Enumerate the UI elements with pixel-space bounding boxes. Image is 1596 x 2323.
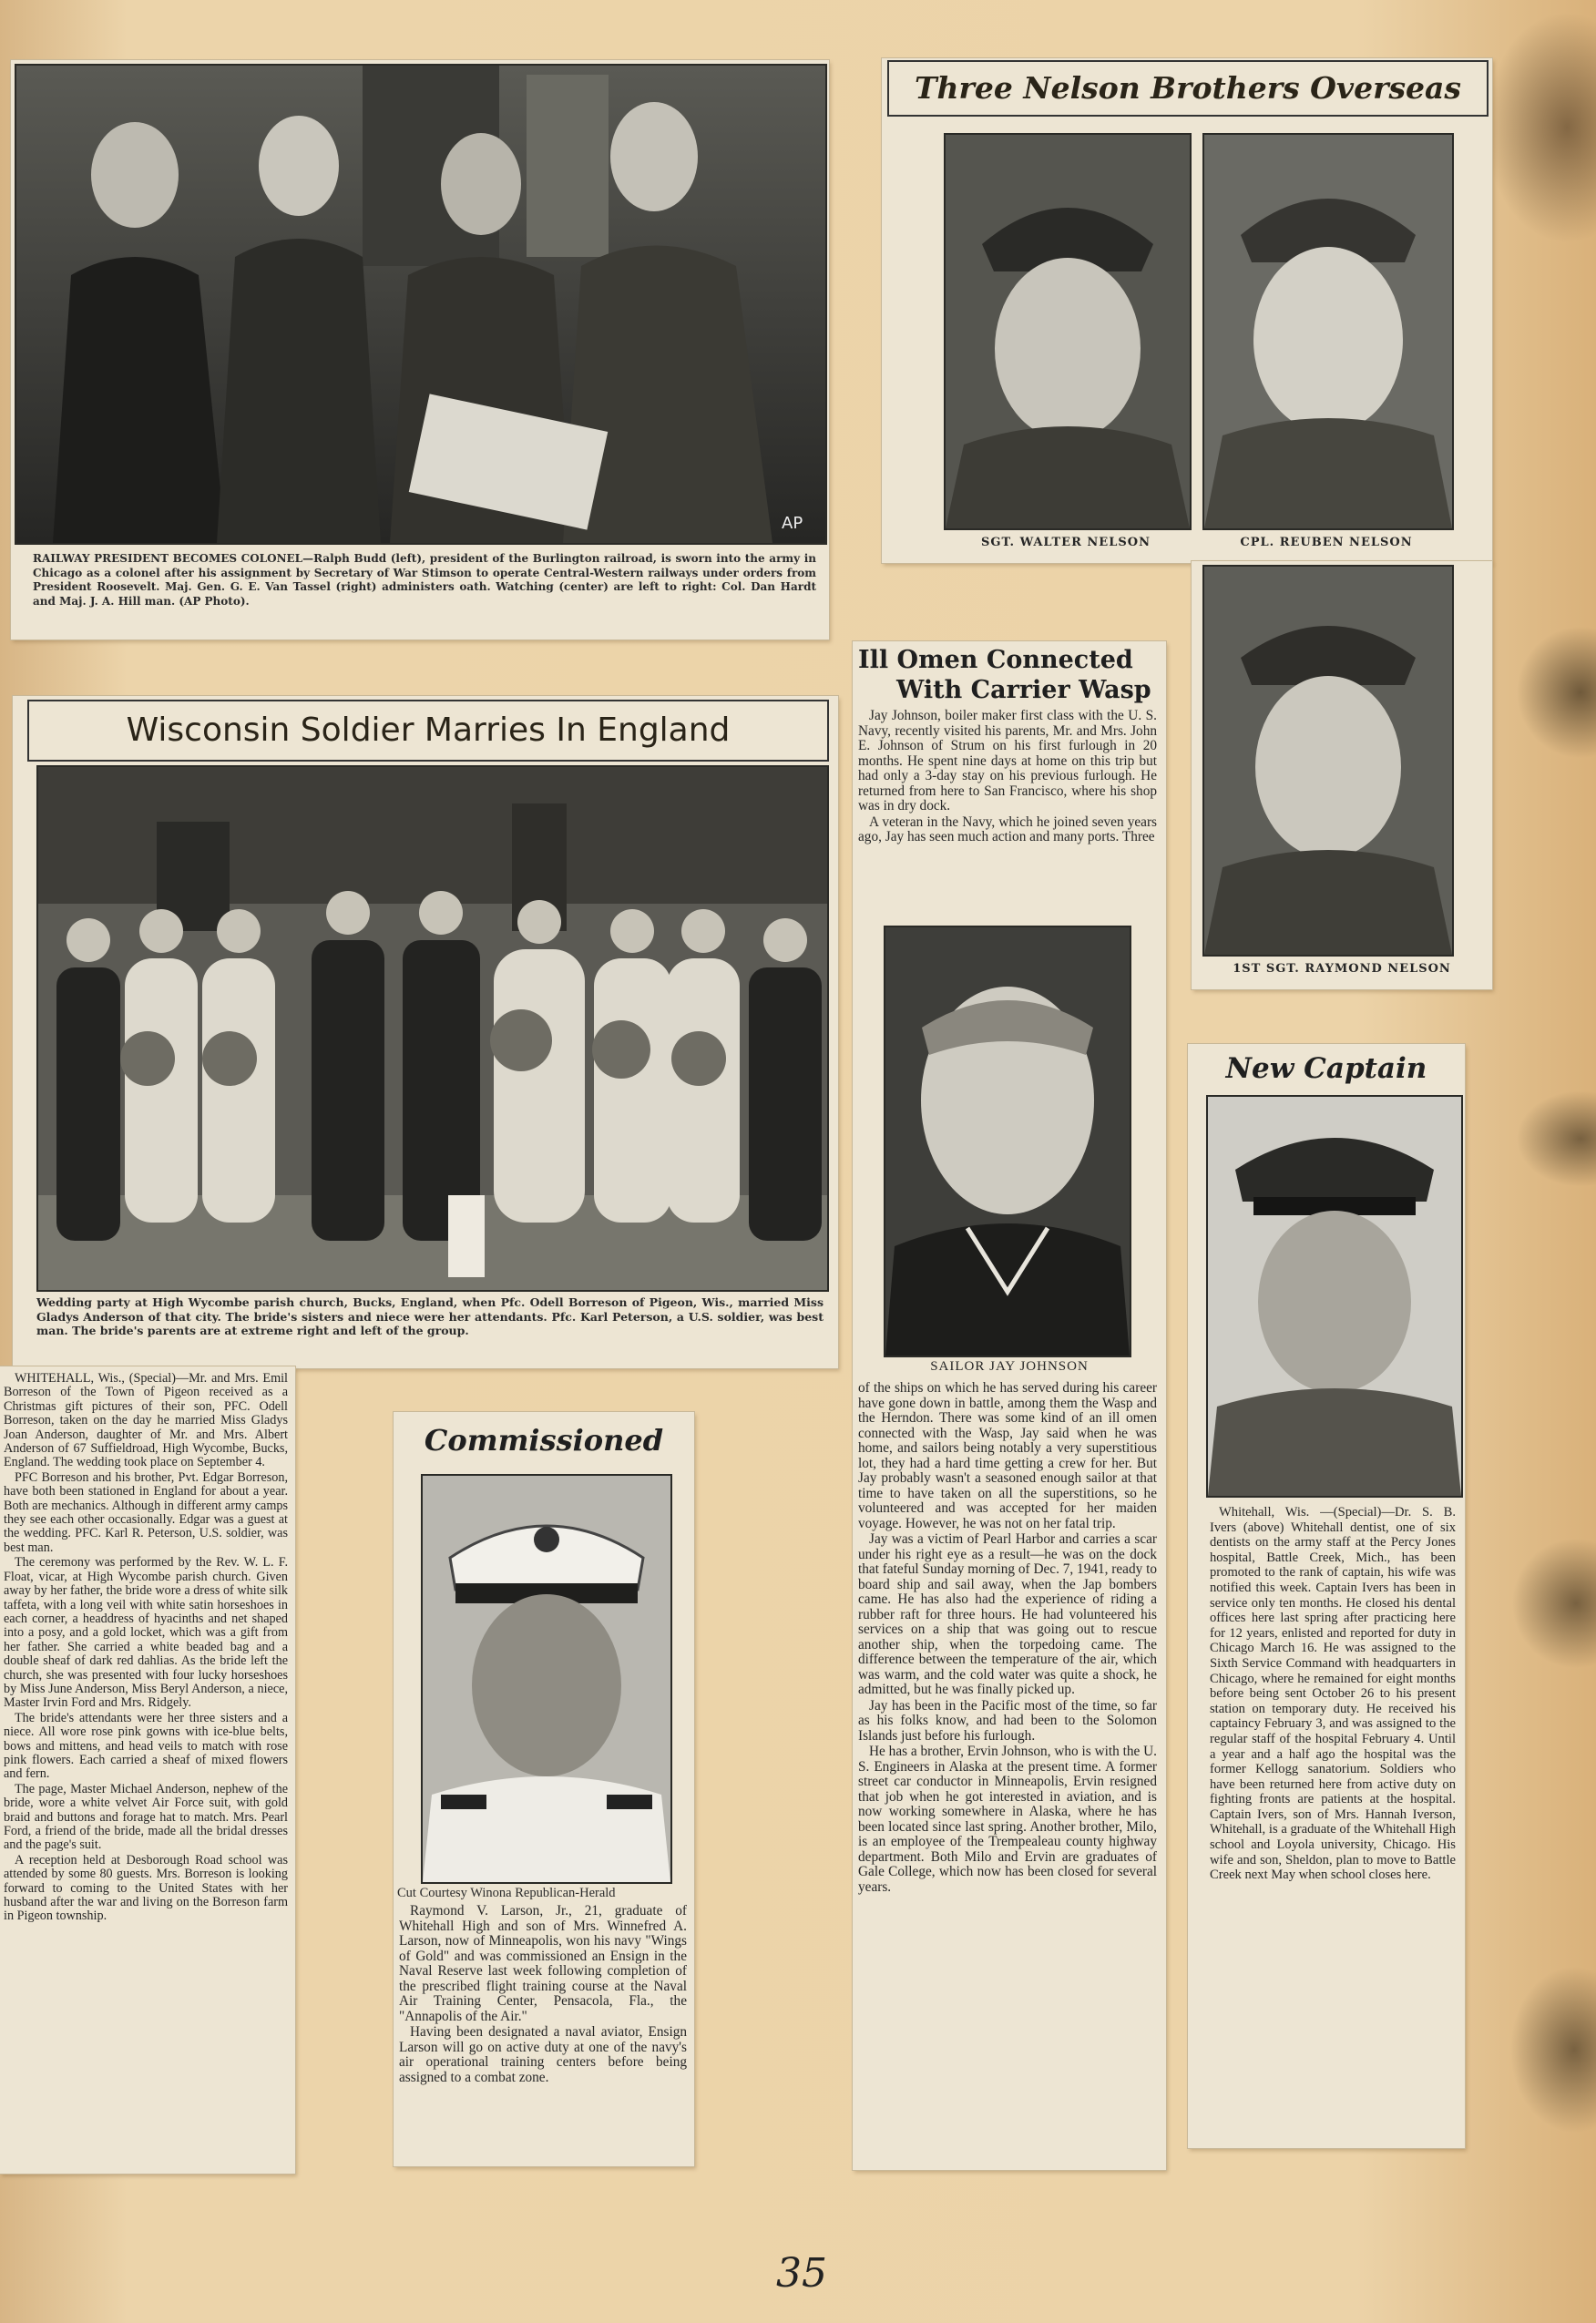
wedding-body-p1: WHITEHALL, Wis., (Special)—Mr. and Mrs. Emil Borreson of the Town of Pigeon received as a Christmas gift pictures of their son, PFC. Odell Borreson, taken on the day he married Miss Gladys Joan Anderson, daughter of Mr. and Mrs. Albert Anderson of 67 Suffieldroad, High Wycombe, Bucks, England. The wedding took place on September 4. — [4, 1371, 288, 1470]
wasp-body-p2: Jay was a victim of Pearl Harbor and carries a scar under his right eye as a result—he was on the dock that fateful Sunday morning of Dec. 7, 1941, ready to board ship and sail away, when the Jap bombers came. He has also had the experience of riding a rubber raft for three hours. He had volunteered his services on a ship that was going out to rescue another ship, when the torpedoing came. The difference between the temperature of the air, which was warm, and the cold water was quite a shock, he admitted, but he was finally picked up. — [858, 1531, 1157, 1697]
raymond-nelson-photo — [1202, 565, 1454, 957]
wasp-body — [858, 1381, 1157, 1896]
wedding-body-p5: The page, Master Michael Anderson, nephew of the bride, wore a white velvet Air Force suit, with gold braid and buttons and forage hat to match. Mrs. Pearl Ford, a friend of the bride, made all the bridal dresses and the page's suit. — [4, 1781, 288, 1853]
wasp-body-p3: Jay has been in the Pacific most of the time, so far as his folks know, and had been to the Solomon Islands just before his furlough. — [858, 1697, 1157, 1744]
wedding-photo — [36, 765, 829, 1292]
page-number: 35 — [776, 2250, 827, 2297]
railway-caption: RAILWAY PRESIDENT BECOMES COLONEL—Ralph Budd (left), president of the Burlington railroad, is sworn into the army in Chicago as a colonel after his assignment by Secretary of War Stimson to operate Central-Western railways under orders from President Roosevelt. Maj. Gen. G. E. Van Tassel (right) administers oath. Watching (center) are left to right: Col. Dan Hardt and Maj. J. A. Hill man. (AP Photo). — [33, 552, 816, 608]
captain-body-p1: Whitehall, Wis. —(Special)—Dr. S. B. Ivers (above) Whitehall dentist, one of six dentists on the army staff at the Percy Jones hospital, Battle Creek, Mich., has been promoted to the rank of captain, his wife was notified this week. Captain Ivers has been in service only ten months. He closed his dental offices here last spring after practicing here for 12 years, enlisted and reported for duty in Chicago March 16. He was assigned to the Sixth Service Command with headquarters in Chicago, where he remained for eight months before being sent October 26 to his present station on temporary duty. He received his captaincy February 3, and was assigned to the regular staff of the hospital February 4. Until a year and a half ago the hospital was the former Kellogg sanatorium. Soldiers who have been returned here from active duty on fighting fronts are patients at the hospital. Captain Ivers, son of Mrs. Hannah Iverson, Whitehall, is a graduate of the Whitehall High school and Loyola university, Chicago. His wife and son, Sheldon, plan to move to Battle Creek next May when school closes here. — [1210, 1505, 1456, 1883]
larson-photo — [421, 1474, 672, 1884]
wedding-body-p4: The bride's attendants were her three sisters and a niece. All wore rose pink gowns with ice-blue belts, bows and mittens, and head veils to match with rose pink flowers. Each carried a sheaf of mixed flowers and fern. — [4, 1710, 288, 1782]
walter-nelson-label: SGT. WALTER NELSON — [981, 536, 1151, 549]
reuben-nelson-photo — [1202, 133, 1454, 530]
jay-johnson-label: SAILOR JAY JOHNSON — [930, 1359, 1089, 1374]
wasp-headline — [858, 645, 1161, 705]
walter-nelson-photo — [944, 133, 1192, 530]
commissioned-headline: Commissioned — [424, 1423, 664, 1458]
reuben-nelson-label: CPL. REUBEN NELSON — [1240, 536, 1413, 549]
commissioned-body-p1: Raymond V. Larson, Jr., 21, graduate of Whitehall High and son of Mrs. Winnefred A. Larson, now of Minneapolis, won his navy "Wings of Gold" and was commissioned an Ensign in the Naval Reserve last week following completion of the prescribed flight training course at the Naval Air Training Center, Pensacola, Fla., the "Annapolis of the Air." — [399, 1903, 687, 2024]
wasp-body-p4: He has a brother, Ervin Johnson, who is with the U. S. Engineers in Alaska at the present time. A former street car conductor in Minneapolis, Ervin resigned that job when he got interested in aviation, and is now working somewhere in Alaska, where he has been located since last spring. Another brother, Milo, is an employee of the Trempealeau county highway department. Both Milo and Ervin are graduates of Gale College, which now has been closed for several years. — [858, 1744, 1157, 1895]
wasp-intro — [858, 709, 1157, 846]
commissioned-credit: Cut Courtesy Winona Republican-Herald — [397, 1886, 616, 1900]
wasp-headline-line2: With Carrier Wasp — [896, 676, 1151, 704]
commissioned-body-p2: Having been designated a naval aviator, Ensign Larson will go on active duty at one of the navy's air operational training centers before being assigned to a combat zone. — [399, 2024, 687, 2085]
wasp-headline-line1: Ill Omen Connected — [858, 646, 1133, 674]
captain-body — [1210, 1505, 1456, 1884]
wedding-body-p6: A reception held at Desborough Road school was attended by some 80 guests. Mrs. Borreson is looking forward to coming to the United States with her husband after the war and living on the Borreson farm in Pigeon township. — [4, 1852, 288, 1924]
ap-watermark: AP — [782, 514, 803, 533]
wasp-body-p1: of the ships on which he has served during his career have gone down in battle, among them the Wasp and the Herndon. There was some kind of an ill omen connected with the Wasp, Jay said when he was home, and sailors being notably a very superstitious lot, they had a hard time getting a crew for her. But Jay probably wasn't a seasoned enough sailor at that time to have taken on all the superstitions, so he volunteered and was accepted for her maiden voyage. However, he was not on her fatal trip. — [858, 1380, 1157, 1531]
wedding-body — [4, 1372, 288, 1925]
raymond-nelson-label: 1ST SGT. RAYMOND NELSON — [1233, 962, 1451, 976]
ivers-photo — [1206, 1095, 1463, 1498]
wedding-caption: Wedding party at High Wycombe parish church, Bucks, England, when Pfc. Odell Borreson of Pigeon, Wis., married Miss Gladys Anderson of that city. The bride's sisters and niece were her attendants. Pfc. Karl Peterson, a U.S. soldier, was best man. The bride's parents are at extreme right and left of the group. — [36, 1295, 824, 1337]
jay-johnson-photo — [884, 926, 1131, 1357]
wasp-intro-p2: A veteran in the Navy, which he joined seven years ago, Jay has seen much action and many ports. Three — [858, 814, 1157, 844]
wedding-body-p2: PFC Borreson and his brother, Pvt. Edgar Borreson, have both been stationed in England for about a year. Both are mechanics. Although in different army camps they see each other occasionally. Edgar was a guest at the wedding. PFC. Karl R. Peterson, U.S. soldier, was best man. — [4, 1469, 288, 1555]
nelson-headline: Three Nelson Brothers Overseas — [915, 70, 1461, 106]
wasp-intro-p1: Jay Johnson, boiler maker first class with the U. S. Navy, recently visited his parents, Mr. and Mrs. John E. Johnson of Strum on his first furlough in 20 months. He spent nine days at home on this trip but had only a 3-day stay on his previous furlough. He returned from here to San Francisco, where his shop was in dry dock. — [858, 708, 1157, 814]
commissioned-body — [399, 1904, 687, 2086]
wedding-body-p3: The ceremony was performed by the Rev. W. L. F. Float, vicar, at High Wycombe parish church. Given away by her father, the bride wore a dress of white silk taffeta, with a long veil with white satin horseshoes in each corner, a headdress of hyacinths and net shaped into a posy, and a gold locket, which was a gift from her father. She carried a white beaded bag and a double sheaf of dark red dahlias. As the bride left the church, she was presented with four lucky horseshoes by Miss June Anderson, Miss Beryl Anderson, a niece, Master Irvin Ford and Mrs. Ridgely. — [4, 1555, 288, 1711]
railway-photo — [15, 64, 827, 545]
nelson-headline-box — [887, 60, 1489, 117]
wedding-headline: Wisconsin Soldier Marries In England — [126, 711, 731, 749]
wedding-headline-box — [27, 700, 829, 762]
captain-headline: New Captain — [1225, 1052, 1427, 1085]
